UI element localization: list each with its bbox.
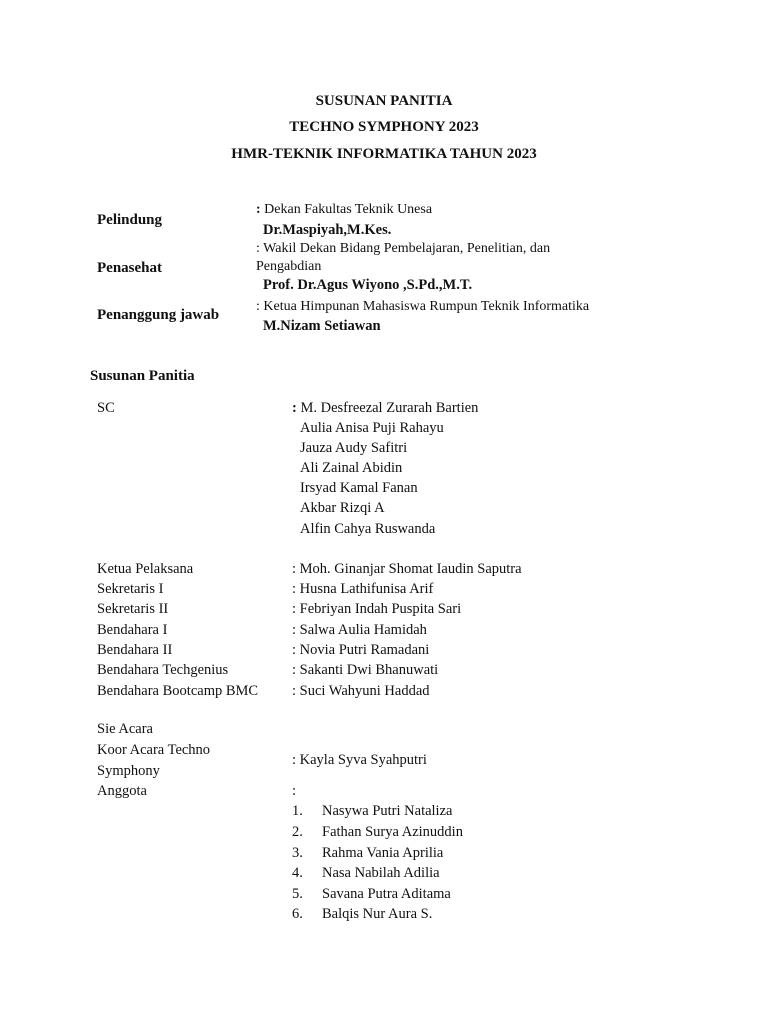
pelindung-desc: : Dekan Fakultas Teknik Unesa: [256, 202, 433, 217]
penasehat-name: Prof. Dr.Agus Wiyono ,S.Pd.,M.T.: [263, 277, 473, 293]
list-item: 2. Fathan Surya Azinuddin: [292, 824, 463, 840]
anggota-label: Anggota: [97, 783, 147, 799]
doc-title-line3: HMR-TEKNIK INFORMATIKA TAHUN 2023: [231, 146, 537, 162]
officer-label: Bendahara I: [97, 622, 168, 638]
sc-member: : M. Desfreezal Zurarah Bartien: [292, 400, 479, 416]
sc-member: Jauza Audy Safitri: [300, 440, 408, 456]
list-item: 6. Balqis Nur Aura S.: [292, 906, 433, 922]
sc-member: Akbar Rizqi A: [300, 500, 385, 516]
koor-acara-value: : Kayla Syva Syahputri: [292, 752, 427, 768]
officer-label: Bendahara Techgenius: [97, 662, 229, 678]
officer-value: : Moh. Ginanjar Shomat Iaudin Saputra: [292, 561, 522, 577]
penanggung-desc: : Ketua Himpunan Mahasiswa Rumpun Teknik Informatika: [256, 299, 590, 314]
sc-member: Aulia Anisa Puji Rahayu: [300, 420, 444, 436]
penasehat-desc-line2: Pengabdian: [256, 259, 322, 274]
acara-heading: Sie Acara: [97, 721, 153, 737]
officer-value: : Salwa Aulia Hamidah: [292, 622, 427, 638]
officer-value: : Husna Lathifunisa Arif: [292, 581, 434, 597]
koor-acara-label-line2: Symphony: [97, 763, 160, 779]
pelindung-label: Pelindung: [97, 212, 163, 228]
officer-label: Sekretaris I: [97, 581, 164, 597]
list-item: 3. Rahma Vania Aprilia: [292, 845, 444, 861]
officer-value: : Sakanti Dwi Bhanuwati: [292, 662, 439, 678]
doc-title-line2: TECHNO SYMPHONY 2023: [289, 119, 479, 135]
section-heading: Susunan Panitia: [90, 368, 195, 384]
sc-label: SC: [97, 400, 115, 416]
penasehat-desc-line1: : Wakil Dekan Bidang Pembelajaran, Penelitian, dan: [256, 241, 551, 256]
list-item: 5. Savana Putra Aditama: [292, 886, 451, 902]
anggota-colon: :: [292, 783, 297, 799]
officer-value: : Febriyan Indah Puspita Sari: [292, 601, 462, 617]
penanggung-label: Penanggung jawab: [97, 307, 220, 323]
sc-member: Ali Zainal Abidin: [300, 460, 403, 476]
officer-value: : Suci Wahyuni Haddad: [292, 683, 430, 699]
doc-title-line1: SUSUNAN PANITIA: [315, 93, 453, 109]
penasehat-label: Penasehat: [97, 260, 162, 276]
list-item: 1. Nasywa Putri Nataliza: [292, 803, 453, 819]
list-item: 4. Nasa Nabilah Adilia: [292, 865, 440, 881]
pelindung-name: Dr.Maspiyah,M.Kes.: [263, 222, 392, 238]
koor-acara-label-line1: Koor Acara Techno: [97, 742, 211, 758]
sc-member: Irsyad Kamal Fanan: [300, 480, 418, 496]
sc-member: Alfin Cahya Ruswanda: [300, 521, 436, 537]
officer-label: Bendahara Bootcamp BMC: [97, 683, 259, 699]
officer-label: Sekretaris II: [97, 601, 169, 617]
officer-label: Bendahara II: [97, 642, 173, 658]
penanggung-name: M.Nizam Setiawan: [263, 318, 381, 334]
officer-label: Ketua Pelaksana: [97, 561, 194, 577]
officer-value: : Novia Putri Ramadani: [292, 642, 430, 658]
